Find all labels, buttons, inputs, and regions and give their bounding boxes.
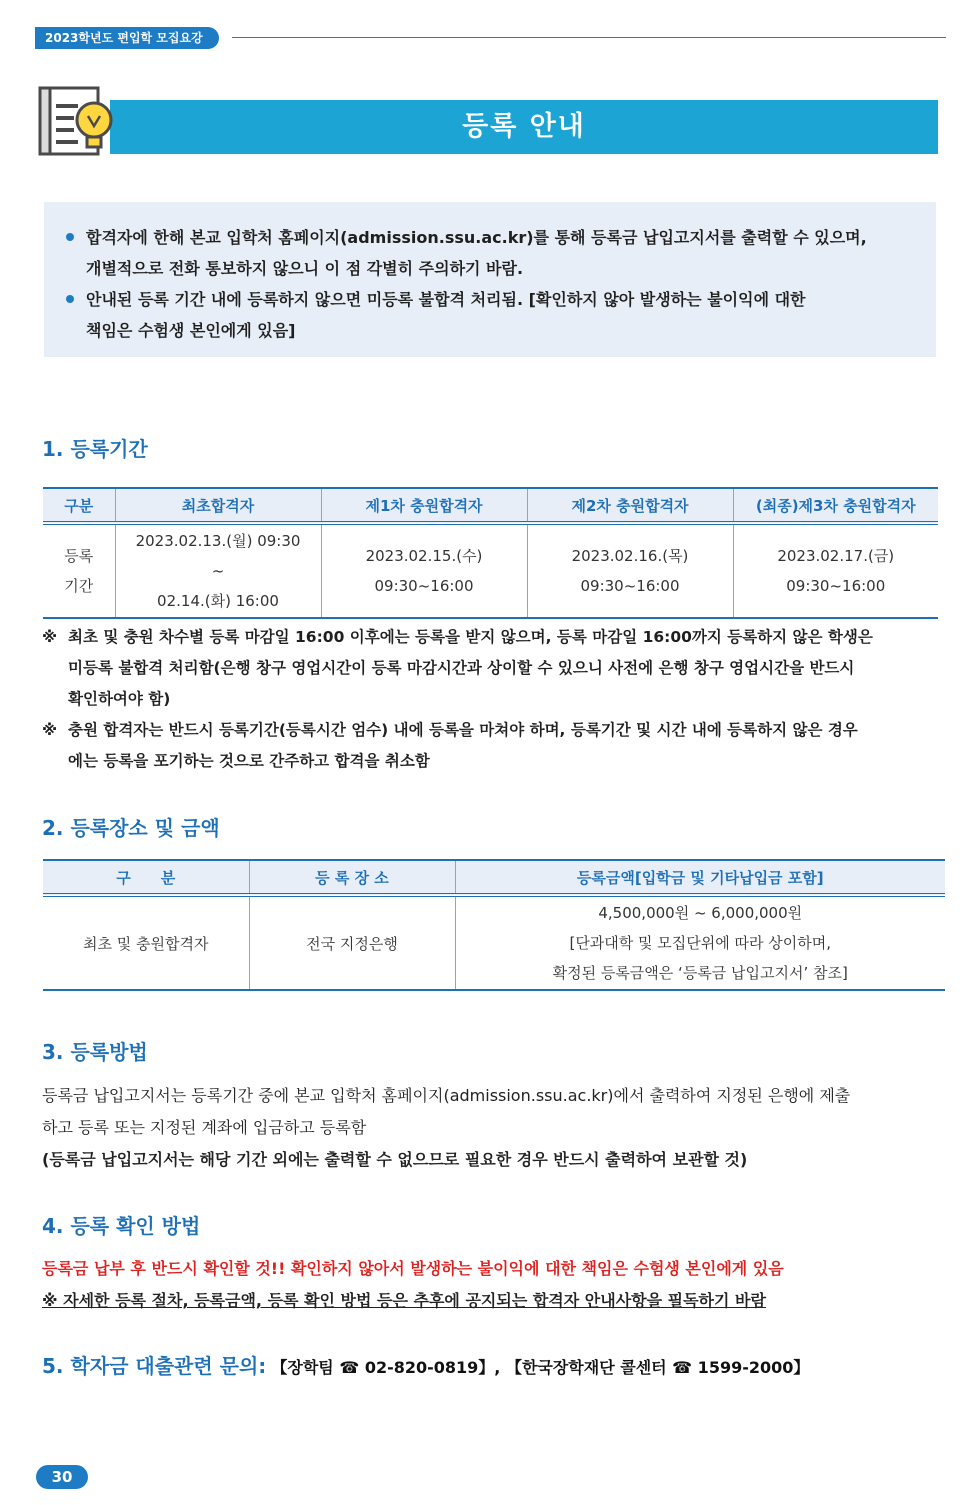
notice-line: 안내된 등록 기간 내에 등록하지 않으면 미등록 불합격 처리됨. [확인하지 않아 발생하는 불이익에 대한 <box>86 290 806 309</box>
notice-line: 합격자에 한해 본교 입학처 홈페이지(admission.ssu.ac.kr)를 통해 등록금 납입고지서를 출력할 수 있으며, <box>86 228 867 247</box>
table-header: 등록금액[입학금 및 기타납입금 포함] <box>455 860 945 895</box>
document-lightbulb-icon <box>38 84 118 160</box>
confirm-alert: 등록금 납부 후 반드시 확인할 것!! 확인하지 않아서 발생하는 불이익에 대한 책임은 수험생 본인에게 있음 <box>42 1259 784 1278</box>
table-header: 등 록 장 소 <box>249 860 455 895</box>
cell-place: 전국 지정은행 <box>249 895 455 990</box>
section-title-period: 1. 등록기간 <box>42 437 148 461</box>
confirm-text <box>42 1253 942 1317</box>
table-header: (최종)제3차 충원합격자 <box>733 488 938 523</box>
table-header: 구 분 <box>43 860 249 895</box>
bullet-icon <box>66 295 74 303</box>
header-line <box>232 37 946 38</box>
loan-inquiry <box>42 1350 809 1379</box>
notice-item <box>66 284 916 346</box>
place-table <box>43 859 945 991</box>
table-row <box>43 523 938 618</box>
table-header-row <box>43 860 945 895</box>
method-warning: (등록금 납입고지서는 해당 기간 외에는 출력할 수 없으므로 필요한 경우 반드시 출력하여 보관할 것) <box>42 1150 748 1169</box>
page-title: 등록 안내 <box>462 111 586 142</box>
period-notes <box>42 622 942 777</box>
notice-box <box>44 202 936 357</box>
header-tag: 2023학년도 편입학 모집요강 <box>35 27 219 49</box>
cell-target: 최초 및 충원합격자 <box>43 895 249 990</box>
note-mark: ※ <box>42 721 58 739</box>
period-table <box>43 487 938 619</box>
section-title-confirm: 4. 등록 확인 방법 <box>42 1214 201 1238</box>
section-title-loan: 5. 학자금 대출관련 문의: <box>42 1354 267 1378</box>
notice-item <box>66 222 916 284</box>
note-item: ※ 충원 합격자는 반드시 등록기간(등록시간 엄수) 내에 등록을 마쳐야 하며, 등록기간 및 시간 내에 등록하지 않은 경우 에는 등록을 포기하는 것으로 간주하고 합격을 취소함 <box>42 715 942 777</box>
loan-contact: 【장학팀 ☎ 02-820-0819】, 【한국장학재단 콜센터 ☎ 1599-2000】 <box>271 1358 810 1377</box>
cell-first: 2023.02.13.(월) 09:30 ~ 02.14.(화) 16:00 <box>115 523 321 618</box>
cell-fourth: 2023.02.17.(금) 09:30~16:00 <box>733 523 938 618</box>
cell-third: 2023.02.16.(목) 09:30~16:00 <box>527 523 733 618</box>
section-title-place: 2. 등록장소 및 금액 <box>42 816 220 840</box>
page-number: 30 <box>36 1465 88 1489</box>
table-row <box>43 895 945 990</box>
note-item: ※ 최초 및 충원 차수별 등록 마감일 16:00 이후에는 등록을 받지 않으며, 등록 마감일 16:00까지 등록하지 않은 학생은 미등록 불합격 처리함(은행 창구 영업시간이 등록 마감시간과 상이할 수 있으니 사전에 은행 창구 영업시간을 반드시 확인하여야 함) <box>42 622 942 715</box>
note-mark: ※ <box>42 628 58 646</box>
method-text: 등록금 납입고지서는 등록기간 중에 본교 입학처 홈페이지(admission.ssu.ac.kr)에서 출력하여 지정된 은행에 제출 하고 등록 또는 지정된 계좌에 입금하고 등록함 (등록금 납입고지서는 해당 기간 외에는 출력할 수 없으므로 필요한 경우 반드시 출력하여 보관할 것) <box>42 1080 942 1176</box>
table-header-row <box>43 488 938 523</box>
cell-second: 2023.02.15.(수) 09:30~16:00 <box>321 523 527 618</box>
section-title-method: 3. 등록방법 <box>42 1040 148 1064</box>
notice-line: 개별적으로 전화 통보하지 않으니 이 점 각별히 주의하기 바람. <box>86 259 524 278</box>
table-header: 최초합격자 <box>115 488 321 523</box>
notice-line: 책임은 수험생 본인에게 있음] <box>86 321 296 340</box>
row-label: 등록 기간 <box>43 523 115 618</box>
confirm-note: ※ 자세한 등록 절차, 등록금액, 등록 확인 방법 등은 추후에 공지되는 합격자 안내사항을 필독하기 바람 <box>42 1291 766 1310</box>
table-header: 제2차 충원합격자 <box>527 488 733 523</box>
cell-amount: 4,500,000원 ~ 6,000,000원 [단과대학 및 모집단위에 따라 상이하며, 확정된 등록금액은 ‘등록금 납입고지서’ 참조] <box>455 895 945 990</box>
table-header: 제1차 충원합격자 <box>321 488 527 523</box>
table-header: 구분 <box>43 488 115 523</box>
bullet-icon <box>66 233 74 241</box>
